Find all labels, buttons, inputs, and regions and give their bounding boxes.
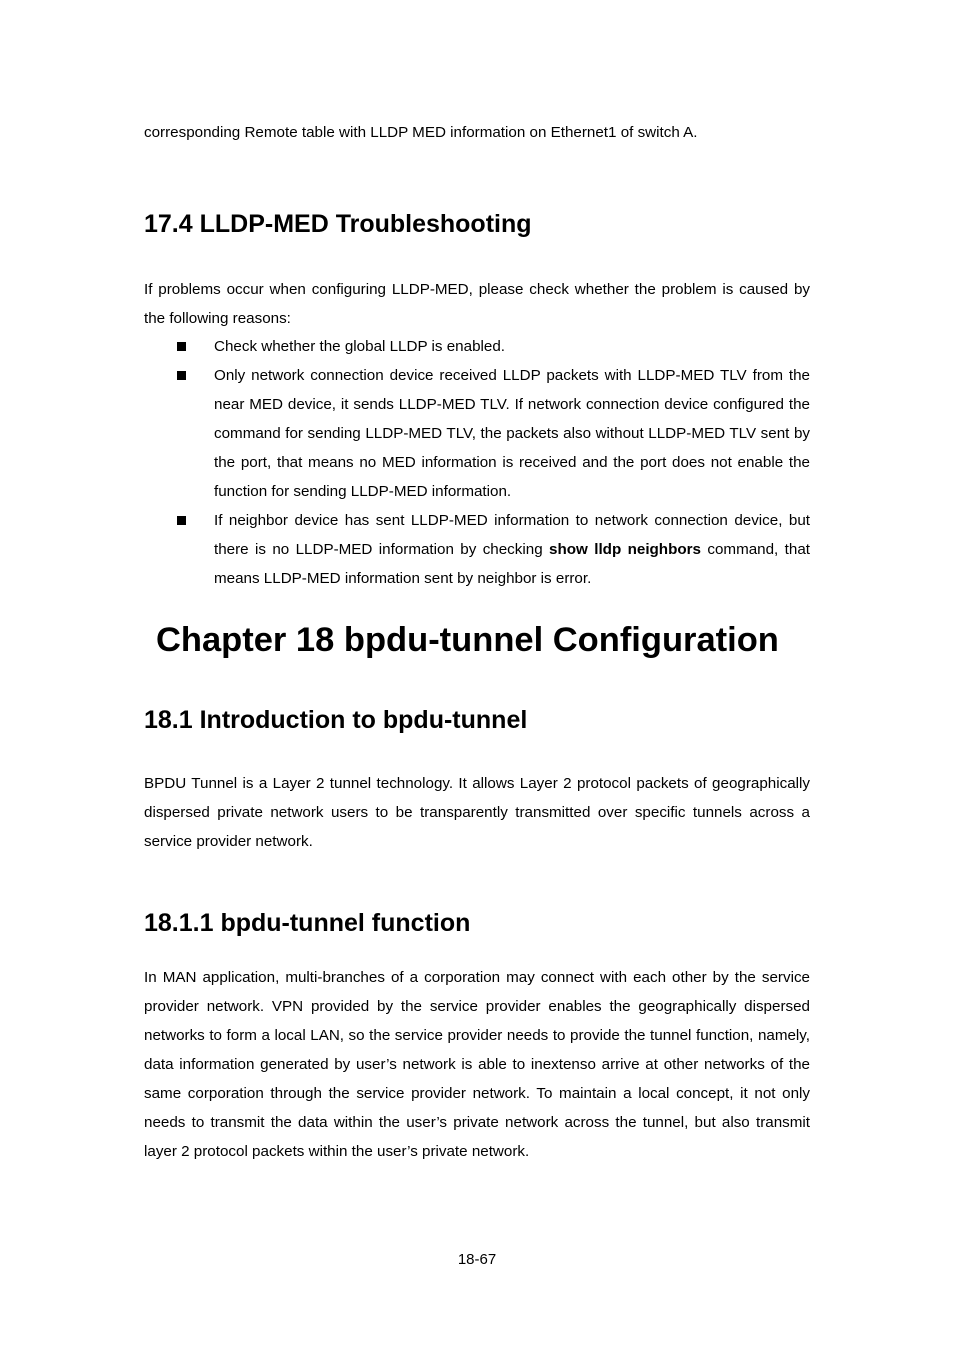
square-bullet-icon [177,516,186,525]
continuation-paragraph: corresponding Remote table with LLDP MED information on Ethernet1 of switch A. [144,124,698,141]
command-name: show lldp neighbors [549,541,701,558]
page-number: 18-67 [457,1251,497,1268]
section-18-1-1-body: In MAN application, multi-branches of a corporation may connect with each other by the service provider network. VPN provided by the service provider enables the geographically dispersed networks to form a local LAN, so the service provider needs to provide the tunnel function, namely, data information generated by user’s network is able to inextenso arrive at other networks of the same corporation through the service provider network. To maintain a local concept, it not only needs to transmit the data within the user’s private network across the tunnel, but also transmit layer 2 protocol packets within the user’s private network. [144,969,810,1160]
list-item [144,332,810,361]
list-item [144,506,810,593]
list-item-text-after: command, that means LLDP-MED information sent by neighbor is error. [214,541,810,587]
section-heading-18-1-1: 18.1.1 bpdu-tunnel function [144,909,471,937]
square-bullet-icon [177,371,186,380]
list-item-text: Only network connection device received LLDP packets with LLDP-MED TLV from the near MED device, it sends LLDP-MED TLV. If network connection device configured the command for sending LLDP-MED TLV, the packets also without LLDP-MED TLV sent by the port, that means no MED information is received and the port does not enable the function for sending LLDP-MED information. [214,367,810,500]
section-heading-18-1: 18.1 Introduction to bpdu-tunnel [144,706,528,734]
section-17-4-intro: If problems occur when configuring LLDP-MED, please check whether the problem is caused by the following reasons: [144,281,810,327]
section-heading-17-4: 17.4 LLDP-MED Troubleshooting [144,210,532,238]
chapter-title: Chapter 18 bpdu-tunnel Configuration [156,621,779,659]
list-item-text-before: If neighbor device has sent LLDP-MED information to network connection device, but there is no LLDP-MED information by checking [214,512,810,558]
square-bullet-icon [177,342,186,351]
list-item [144,361,810,506]
section-18-1-body: BPDU Tunnel is a Layer 2 tunnel technology. It allows Layer 2 protocol packets of geographically dispersed private network users to be transparently transmitted over specific tunnels across a service provider network. [144,775,810,850]
list-item-text: Check whether the global LLDP is enabled. [214,338,506,355]
troubleshooting-list [144,332,810,593]
